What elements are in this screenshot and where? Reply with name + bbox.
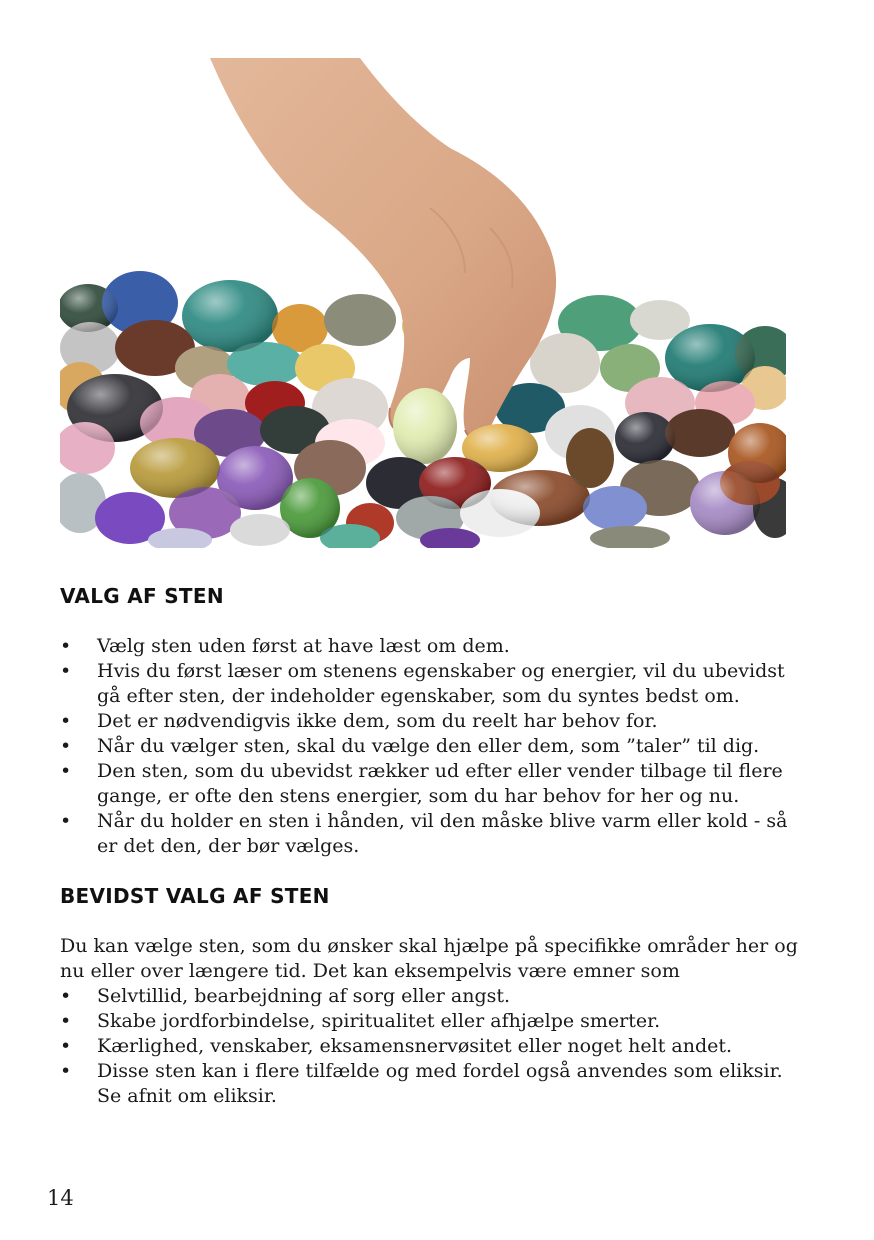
bullet-list-valg	[60, 634, 800, 859]
list-item: • Skabe jordforbindelse, spiritualitet eller afhjælpe smerter.	[60, 1009, 800, 1034]
list-item: • Hvis du først læser om stenens egenskaber og energier, vil du ubevidst gå efter sten, der indeholder egenskaber, som du syntes bedst om.	[60, 659, 800, 709]
intro-paragraph: Du kan vælge sten, som du ønsker skal hjælpe på specifikke områder her og nu eller over længere tid. Det kan eksempelvis være emner som	[60, 935, 798, 982]
stones-photo	[60, 58, 786, 548]
list-item: • Kærlighed, venskaber, eksamensnervøsitet eller noget helt andet.	[60, 1034, 800, 1059]
list-item: • Vælg sten uden først at have læst om dem.	[60, 634, 800, 659]
list-item: • Selvtillid, bearbejdning af sorg eller angst.	[60, 984, 800, 1009]
section-heading-valg-af-sten: VALG AF STEN	[60, 584, 224, 608]
list-item: • Den sten, som du ubevidst rækker ud efter eller vender tilbage til flere gange, er ofte den stens energier, som du har behov for her og nu.	[60, 759, 800, 809]
list-item: • Når du holder en sten i hånden, vil den måske blive varm eller kold - så er det den, der bør vælges.	[60, 809, 800, 859]
page-number: 14	[47, 1186, 74, 1210]
bullet-list-bevidst	[60, 984, 800, 1109]
hand-and-stones-illustration	[60, 58, 786, 548]
section-heading-bevidst-valg: BEVIDST VALG AF STEN	[60, 884, 330, 908]
list-item: • Det er nødvendigvis ikke dem, som du reelt har behov for.	[60, 709, 800, 734]
list-item: • Disse sten kan i flere tilfælde og med fordel også anvendes som eliksir. Se afnit om eliksir.	[60, 1059, 800, 1109]
list-item: • Når du vælger sten, skal du vælge den eller dem, som ”taler” til dig.	[60, 734, 800, 759]
